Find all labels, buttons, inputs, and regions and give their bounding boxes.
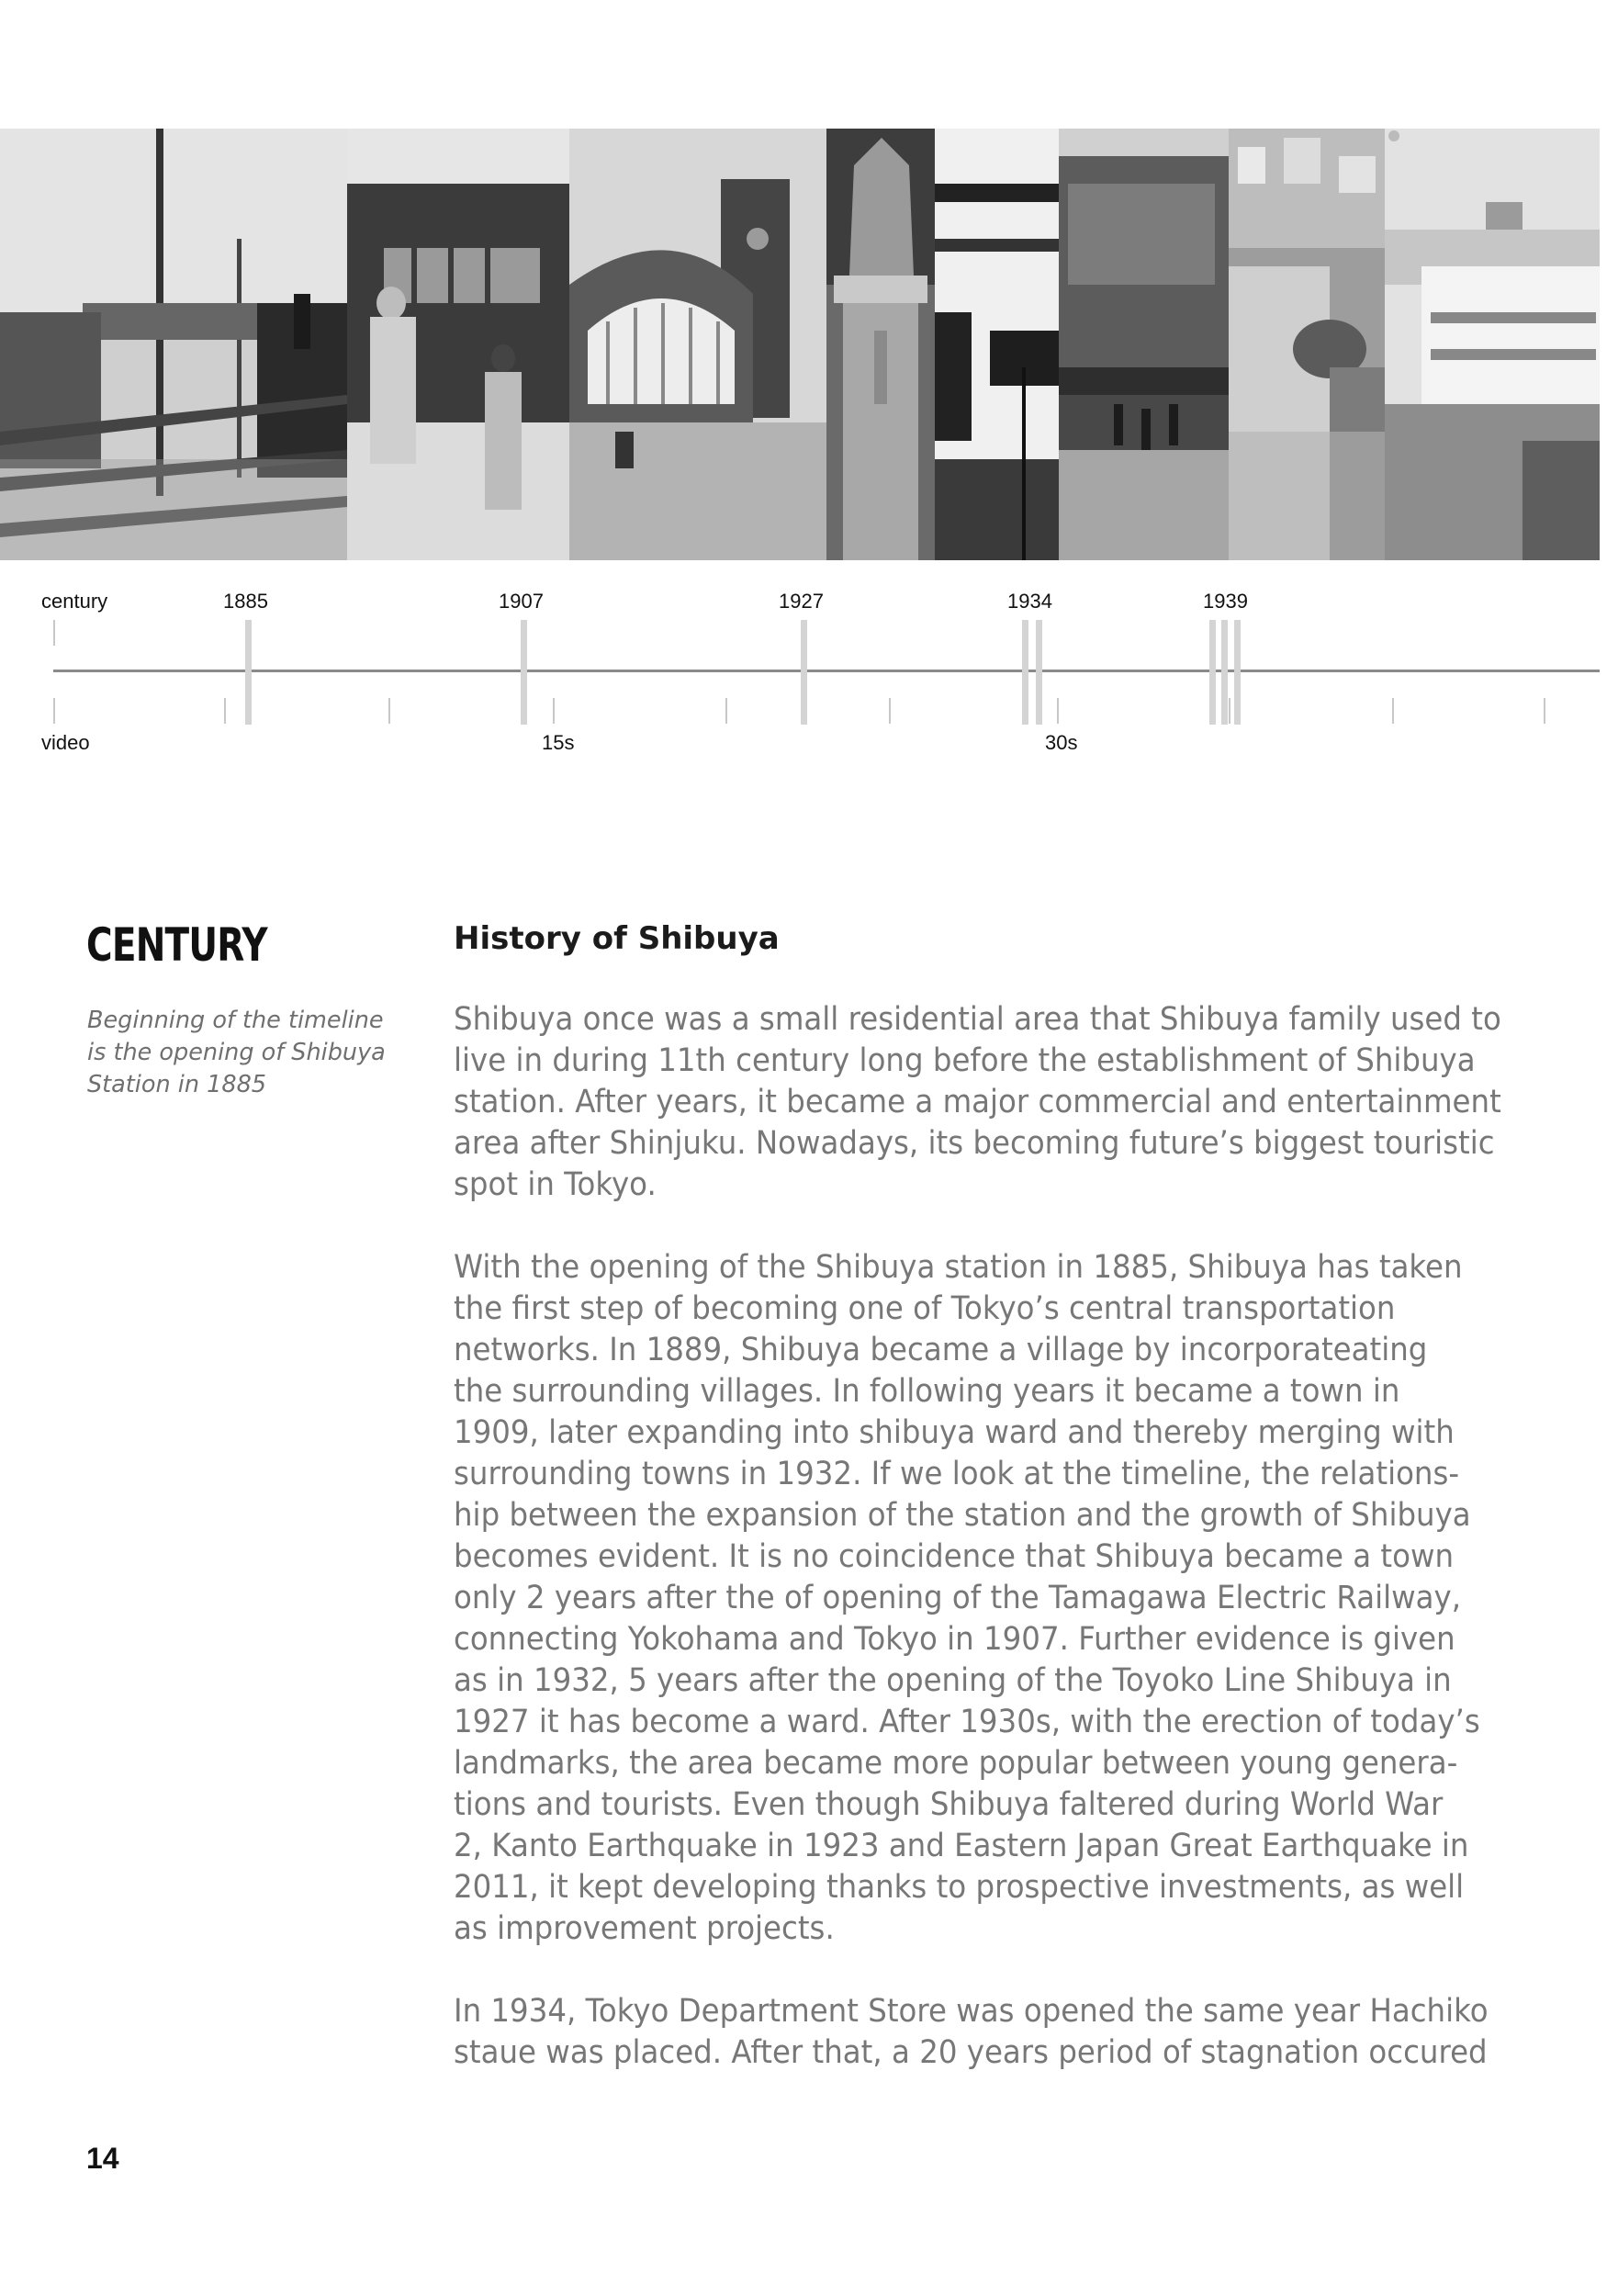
text-line: the first step of becoming one of Tokyo’s central transportation [454,1290,1396,1327]
century-tick [53,620,55,646]
city-building-photo [935,129,1059,560]
paragraph-1 [454,999,1556,1206]
text-line: 2, Kanto Earthquake in 1923 and Eastern Japan Great Earthquake in [454,1828,1469,1864]
text-line: as in 1932, 5 years after the opening of the Toyoko Line Shibuya in [454,1662,1452,1699]
year-label: 1907 [499,590,544,613]
old-station-building-photo [569,129,826,560]
year-label: 1939 [1203,590,1248,613]
timeline-video-label: video [41,731,90,754]
text-line: connecting Yokohama and Tokyo in 1907. Further evidence is given [454,1621,1455,1658]
year-mark [801,620,807,725]
photo-strip [0,129,1600,560]
section-title: CENTURY [86,918,267,972]
note-line: Station in 1885 [87,1071,267,1098]
text-line: surrounding towns in 1932. If we look at the timeline, the relations- [454,1456,1460,1492]
text-line: Shibuya once was a small residential area that Shibuya family used to [454,1001,1501,1038]
text-line: In 1934, Tokyo Department Store was opened the same year Hachiko [454,1993,1489,2030]
year-mark [521,620,527,725]
note-line: Beginning of the timeline [87,1007,384,1034]
text-line: hip between the expansion of the station and the growth of Shibuya [454,1497,1471,1534]
text-line: only 2 years after the of opening of the Tamagawa Electric Railway, [454,1580,1462,1616]
hachiko-statue-photo [826,129,935,560]
video-mark-label: 15s [542,731,575,754]
note-line: is the opening of Shibuya [87,1039,386,1066]
video-tick [1229,698,1230,724]
text-line: 2011, it kept developing thanks to prospective investments, as well [454,1869,1465,1906]
railway-yard-photo [0,129,347,560]
timeline [0,569,1618,771]
text-line: 1927 it has become a ward. After 1930s, with the erection of today’s [454,1704,1480,1740]
year-mark [1022,620,1028,725]
year-mark [1036,620,1042,725]
video-tick [53,698,55,724]
paragraph-2 [454,1247,1556,1950]
text-line: the surrounding villages. In following years it became a town in [454,1373,1400,1410]
text-line: With the opening of the Shibuya station in 1885, Shibuya has taken [454,1249,1463,1286]
video-tick [224,698,226,724]
station-street-photo [1059,129,1229,560]
video-tick [725,698,727,724]
year-label: 1885 [223,590,268,613]
text-line: station. After years, it became a major commercial and entertainment [454,1084,1501,1120]
modern-station-photo [1385,129,1600,560]
year-mark [1209,620,1216,725]
paragraph-3 [454,1991,1556,2074]
tram-and-passengers-photo [347,129,569,560]
text-line: becomes evident. It is no coincidence that Shibuya became a town [454,1538,1455,1575]
year-label: 1934 [1007,590,1052,613]
text-line: tions and tourists. Even though Shibuya faltered during World War [454,1786,1444,1823]
year-label: 1927 [779,590,824,613]
aerial-dome-photo [1229,129,1385,560]
page-number: 14 [86,2142,119,2175]
text-line: landmarks, the area became more popular between young genera- [454,1745,1458,1782]
text-line: spot in Tokyo. [454,1166,657,1203]
text-line: 1909, later expanding into shibuya ward and thereby merging with [454,1414,1455,1451]
text-line: as improvement projects. [454,1910,835,1947]
year-mark [1221,620,1228,725]
text-line: networks. In 1889, Shibuya became a village by incorporateating [454,1332,1428,1368]
video-tick [1057,698,1059,724]
video-tick [1392,698,1394,724]
text-line: live in during 11th century long before the establishment of Shibuya [454,1042,1476,1079]
year-mark [1234,620,1241,725]
text-line: staue was placed. After that, a 20 years period of stagnation occured [454,2034,1488,2071]
article-heading: History of Shibuya [454,920,780,957]
video-tick [1544,698,1545,724]
video-tick [553,698,555,724]
year-mark [245,620,252,725]
text-line: area after Shinjuku. Nowadays, its becoming future’s biggest touristic [454,1125,1495,1162]
video-tick [889,698,891,724]
video-tick [388,698,390,724]
timeline-century-label: century [41,590,108,613]
video-mark-label: 30s [1045,731,1078,754]
section-note [87,1005,399,1101]
timeline-axis [53,670,1600,672]
